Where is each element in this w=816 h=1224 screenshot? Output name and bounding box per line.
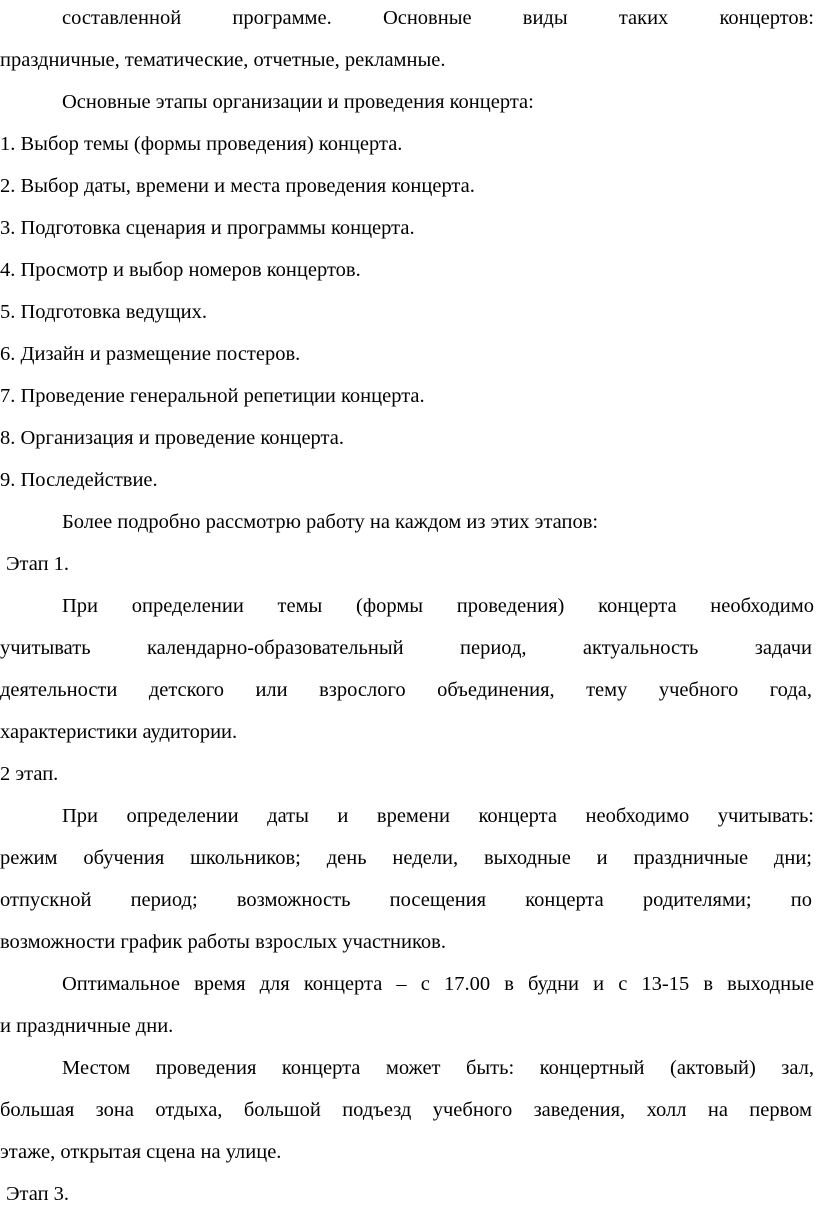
text-line: Местом проведения концерта может быть: концертный (актовый) зал, <box>62 1057 814 1079</box>
stage-heading: Этап 3. <box>6 1183 70 1205</box>
text-line: праздничные, тематические, отчетные, рекламные. <box>0 49 446 71</box>
list-item: 7. Проведение генеральной репетиции концерта. <box>0 385 425 407</box>
text-line: составленной программе. Основные виды таких концертов: <box>62 7 814 29</box>
text-line: учитывать календарно-образовательный период, актуальность задачи <box>0 637 812 659</box>
text-line: отпускной период; возможность посещения концерта родителями; по <box>0 889 812 911</box>
stage-heading: Этап 1. <box>6 553 70 575</box>
list-item: 2. Выбор даты, времени и места проведения концерта. <box>0 175 475 197</box>
list-item: 8. Организация и проведение концерта. <box>0 427 344 449</box>
text-line: режим обучения школьников; день недели, выходные и праздничные дни; <box>0 847 812 869</box>
text-line: возможности график работы взрослых участников. <box>0 931 446 953</box>
text-line: При определении даты и времени концерта необходимо учитывать: <box>62 805 814 827</box>
text-line: Оптимальное время для концерта – с 17.00 в будни и с 13-15 в выходные <box>62 973 814 995</box>
list-item: 9. Последействие. <box>0 469 158 491</box>
text-line: большая зона отдыха, большой подъезд учебного заведения, холл на первом <box>0 1099 812 1121</box>
list-item: 5. Подготовка ведущих. <box>0 301 207 323</box>
list-item: 3. Подготовка сценария и программы концерта. <box>0 217 415 239</box>
text-line: характеристики аудитории. <box>0 721 238 743</box>
list-item: 6. Дизайн и размещение постеров. <box>0 343 301 365</box>
list-item: 1. Выбор темы (формы проведения) концерта. <box>0 133 403 155</box>
text-line: Основные этапы организации и проведения концерта: <box>62 91 534 113</box>
text-line: деятельности детского или взрослого объединения, тему учебного года, <box>0 679 812 701</box>
text-line: этаже, открытая сцена на улице. <box>0 1141 282 1163</box>
text-line: При определении темы (формы проведения) концерта необходимо <box>62 595 814 617</box>
list-item: 4. Просмотр и выбор номеров концертов. <box>0 259 361 281</box>
text-line: и праздничные дни. <box>0 1015 174 1037</box>
text-line: Более подробно рассмотрю работу на каждом из этих этапов: <box>62 511 599 533</box>
stage-heading: 2 этап. <box>0 763 59 785</box>
